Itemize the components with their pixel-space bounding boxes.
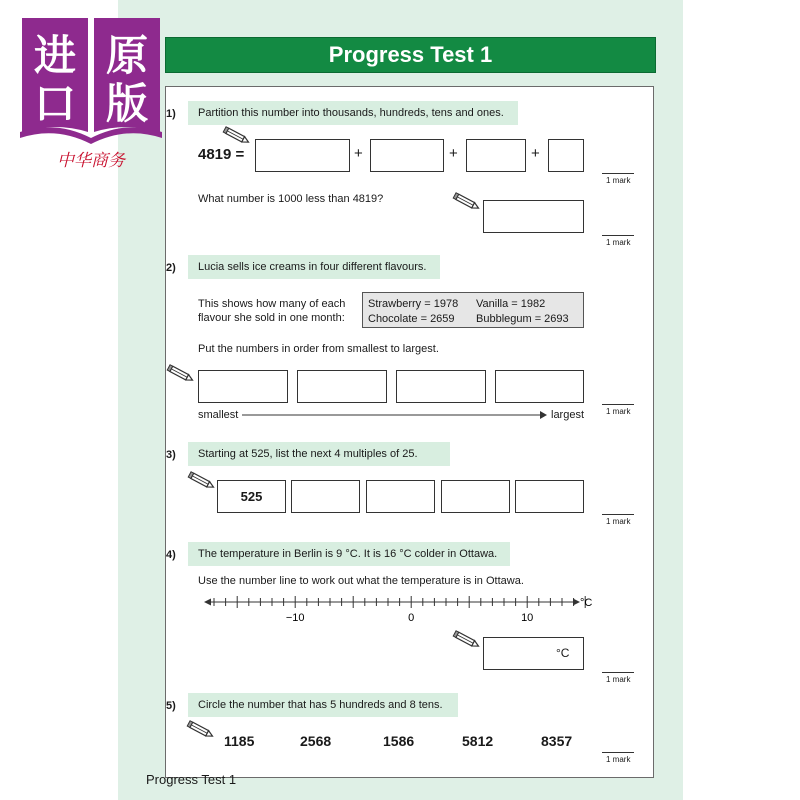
q3-number: 3) bbox=[166, 449, 176, 461]
flavour-sales-box bbox=[362, 292, 584, 328]
pencil-icon bbox=[166, 364, 196, 384]
q3-prompt: Starting at 525, list the next 4 multiples of 25. bbox=[188, 442, 450, 466]
page-footer: Progress Test 1 bbox=[146, 772, 237, 787]
option-2568[interactable]: 2568 bbox=[300, 733, 332, 749]
answer-unit: °C bbox=[556, 646, 570, 660]
multiple-box-4[interactable] bbox=[515, 480, 584, 513]
multiple-box-start: 525 bbox=[217, 480, 286, 513]
multiple-box-1[interactable] bbox=[291, 480, 360, 513]
svg-text:口: 口 bbox=[33, 79, 77, 128]
q5-number: 5) bbox=[166, 700, 176, 712]
number-line-unit: °C bbox=[580, 597, 593, 609]
option-8357[interactable]: 8357 bbox=[541, 733, 573, 749]
mark-label: 1 mark bbox=[606, 517, 631, 526]
q5-prompt: Circle the number that has 5 hundreds and 8 tens. bbox=[188, 693, 458, 717]
pencil-icon bbox=[452, 192, 482, 212]
q4-instruction: Use the number line to work out what the temperature is in Ottawa. bbox=[198, 575, 524, 587]
label-smallest: smallest bbox=[198, 409, 239, 421]
q1-number: 1) bbox=[166, 108, 176, 120]
order-arrow bbox=[242, 409, 548, 421]
order-box-2[interactable] bbox=[297, 370, 387, 403]
pencil-icon bbox=[452, 630, 482, 650]
option-5812[interactable]: 5812 bbox=[462, 733, 494, 749]
plus-sign: + bbox=[531, 145, 540, 162]
flavour-vanilla: Vanilla = 1982 bbox=[476, 298, 546, 310]
order-box-4[interactable] bbox=[495, 370, 584, 403]
answer-box-ones[interactable] bbox=[548, 139, 584, 172]
svg-text:进: 进 bbox=[33, 31, 77, 80]
pencil-icon bbox=[222, 126, 252, 146]
flavour-strawberry: Strawberry = 1978 bbox=[368, 298, 459, 310]
option-1586[interactable]: 1586 bbox=[383, 733, 415, 749]
order-box-3[interactable] bbox=[396, 370, 486, 403]
mark-line bbox=[602, 752, 634, 753]
option-1185[interactable]: 1185 bbox=[224, 733, 255, 749]
plus-sign: + bbox=[354, 145, 363, 162]
mark-label: 1 mark bbox=[606, 238, 631, 247]
mark-line bbox=[602, 173, 634, 174]
flavour-chocolate: Chocolate = 2659 bbox=[368, 313, 455, 325]
answer-box-hundreds[interactable] bbox=[370, 139, 444, 172]
multiple-box-3[interactable] bbox=[441, 480, 510, 513]
mark-label: 1 mark bbox=[606, 675, 631, 684]
flavour-bubblegum: Bubblegum = 2693 bbox=[476, 313, 569, 325]
publisher-logo bbox=[16, 14, 166, 174]
q2-instruction: Put the numbers in order from smallest to largest. bbox=[198, 343, 439, 355]
q1-followup: What number is 1000 less than 4819? bbox=[198, 193, 384, 205]
q2-prompt: Lucia sells ice creams in four different flavours. bbox=[188, 255, 440, 279]
mark-line bbox=[602, 514, 634, 515]
label-largest: largest bbox=[551, 409, 585, 421]
number-line-label: −10 bbox=[285, 612, 305, 624]
answer-box-thousands[interactable] bbox=[255, 139, 350, 172]
q1-prompt: Partition this number into thousands, hundreds, tens and ones. bbox=[188, 101, 518, 125]
pencil-icon bbox=[187, 471, 217, 491]
mark-label: 1 mark bbox=[606, 407, 631, 416]
multiple-box-2[interactable] bbox=[366, 480, 435, 513]
svg-text:原: 原 bbox=[105, 31, 149, 80]
worksheet-paper bbox=[165, 86, 654, 778]
mark-line bbox=[602, 235, 634, 236]
q2-description-line2: flavour she sold in one month: bbox=[198, 312, 345, 324]
pencil-icon bbox=[186, 720, 216, 740]
svg-text:版: 版 bbox=[105, 79, 149, 128]
page-title: Progress Test 1 bbox=[165, 37, 656, 73]
number-line bbox=[200, 592, 600, 626]
number-line-label: 10 bbox=[521, 612, 534, 624]
svg-text:中华商务: 中华商务 bbox=[57, 151, 125, 171]
mark-line bbox=[602, 404, 634, 405]
answer-box-tens[interactable] bbox=[466, 139, 526, 172]
mark-line bbox=[602, 672, 634, 673]
answer-box-1000-less[interactable] bbox=[483, 200, 584, 233]
q2-number: 2) bbox=[166, 262, 176, 274]
q4-number: 4) bbox=[166, 549, 176, 561]
number-line-label: 0 bbox=[408, 612, 415, 624]
mark-label: 1 mark bbox=[606, 755, 631, 764]
q2-description-line1: This shows how many of each bbox=[198, 298, 346, 310]
q4-prompt: The temperature in Berlin is 9 °C. It is 16 °C colder in Ottawa. bbox=[188, 542, 510, 566]
mark-label: 1 mark bbox=[606, 176, 631, 185]
plus-sign: + bbox=[449, 145, 458, 162]
order-box-1[interactable] bbox=[198, 370, 288, 403]
q1-partition-number: 4819 = bbox=[198, 146, 245, 163]
